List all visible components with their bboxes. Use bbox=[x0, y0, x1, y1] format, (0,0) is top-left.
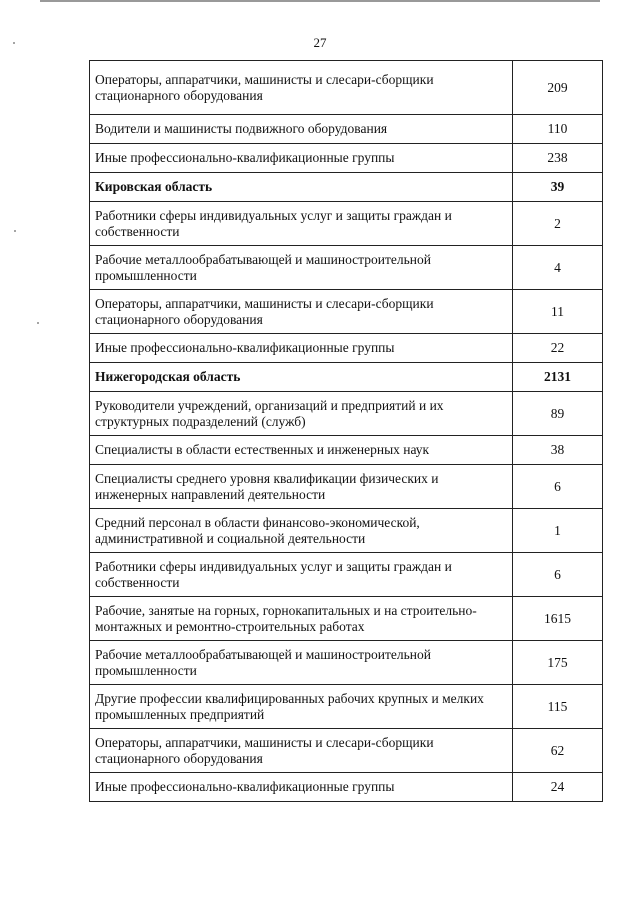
occupation-name-cell: Средний персонал в области финансово-экономической, административной и социальной деятельности bbox=[90, 509, 513, 553]
page-number: 27 bbox=[313, 35, 327, 50]
occupation-name-cell: Иные профессионально-квалификационные группы bbox=[90, 144, 513, 173]
table-row bbox=[90, 144, 603, 173]
scan-speck bbox=[13, 42, 15, 44]
occupation-name-cell: Другие профессии квалифицированных рабочих крупных и мелких промышленных предприятий bbox=[90, 685, 513, 729]
region-total-cell: 2131 bbox=[513, 363, 603, 392]
table-row bbox=[90, 202, 603, 246]
count-cell: 175 bbox=[513, 641, 603, 685]
table-row bbox=[90, 436, 603, 465]
table-row bbox=[90, 392, 603, 436]
region-name-cell: Нижегородская область bbox=[90, 363, 513, 392]
scan-top-edge bbox=[40, 0, 600, 2]
count-cell: 62 bbox=[513, 729, 603, 773]
occupation-name-cell: Водители и машинисты подвижного оборудования bbox=[90, 115, 513, 144]
table-row bbox=[90, 597, 603, 641]
region-name-cell: Кировская область bbox=[90, 173, 513, 202]
occupation-table bbox=[89, 60, 603, 802]
occupation-name-cell: Иные профессионально-квалификационные группы bbox=[90, 334, 513, 363]
count-cell: 6 bbox=[513, 465, 603, 509]
occupation-name-cell: Работники сферы индивидуальных услуг и защиты граждан и собственности bbox=[90, 202, 513, 246]
count-cell: 6 bbox=[513, 553, 603, 597]
table-row bbox=[90, 61, 603, 115]
count-cell: 2 bbox=[513, 202, 603, 246]
occupation-name-cell: Руководители учреждений, организаций и предприятий и их структурных подразделений (служб) bbox=[90, 392, 513, 436]
count-cell: 238 bbox=[513, 144, 603, 173]
count-cell: 24 bbox=[513, 773, 603, 802]
count-cell: 209 bbox=[513, 61, 603, 115]
occupation-name-cell: Операторы, аппаратчики, машинисты и слесари-сборщики стационарного оборудования bbox=[90, 61, 513, 115]
table-row bbox=[90, 334, 603, 363]
occupation-name-cell: Иные профессионально-квалификационные группы bbox=[90, 773, 513, 802]
table-row bbox=[90, 685, 603, 729]
occupation-name-cell: Операторы, аппаратчики, машинисты и слесари-сборщики стационарного оборудования bbox=[90, 290, 513, 334]
occupation-name-cell: Специалисты среднего уровня квалификации физических и инженерных направлений деятельности bbox=[90, 465, 513, 509]
count-cell: 110 bbox=[513, 115, 603, 144]
occupation-name-cell: Рабочие металлообрабатывающей и машиностроительной промышленности bbox=[90, 641, 513, 685]
count-cell: 4 bbox=[513, 246, 603, 290]
occupation-name-cell: Специалисты в области естественных и инженерных наук bbox=[90, 436, 513, 465]
scan-speck bbox=[14, 230, 16, 232]
occupation-name-cell: Рабочие металлообрабатывающей и машиностроительной промышленности bbox=[90, 246, 513, 290]
count-cell: 1 bbox=[513, 509, 603, 553]
count-cell: 38 bbox=[513, 436, 603, 465]
table-row bbox=[90, 509, 603, 553]
region-row bbox=[90, 363, 603, 392]
count-cell: 89 bbox=[513, 392, 603, 436]
occupation-name-cell: Работники сферы индивидуальных услуг и защиты граждан и собственности bbox=[90, 553, 513, 597]
occupation-name-cell: Операторы, аппаратчики, машинисты и слесари-сборщики стационарного оборудования bbox=[90, 729, 513, 773]
region-row bbox=[90, 173, 603, 202]
count-cell: 1615 bbox=[513, 597, 603, 641]
count-cell: 22 bbox=[513, 334, 603, 363]
scan-speck bbox=[37, 322, 39, 324]
table-row bbox=[90, 246, 603, 290]
region-total-cell: 39 bbox=[513, 173, 603, 202]
count-cell: 11 bbox=[513, 290, 603, 334]
table-row bbox=[90, 115, 603, 144]
table-row bbox=[90, 641, 603, 685]
table-row bbox=[90, 290, 603, 334]
table-row bbox=[90, 465, 603, 509]
occupation-name-cell: Рабочие, занятые на горных, горнокапитальных и на строительно-монтажных и ремонтно-строительных работах bbox=[90, 597, 513, 641]
table-row bbox=[90, 553, 603, 597]
count-cell: 115 bbox=[513, 685, 603, 729]
table-body bbox=[90, 61, 603, 802]
table-row bbox=[90, 773, 603, 802]
table-row bbox=[90, 729, 603, 773]
